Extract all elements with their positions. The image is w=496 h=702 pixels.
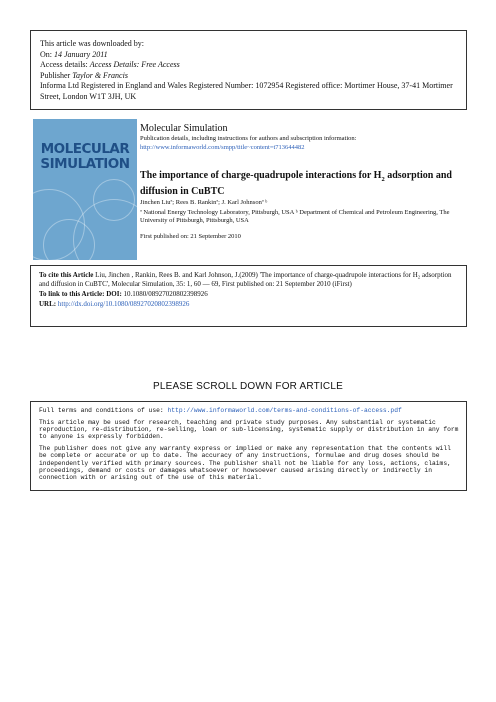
download-date: 14 January 2011 (54, 49, 108, 59)
terms-box (30, 401, 467, 491)
title-part2: adsorption and diffusion in CuBTC (140, 170, 452, 197)
terms-line (39, 407, 459, 414)
registered-office: Informa Ltd Registered in England and Wales Registered Number: 1072954 Registered office: Mortimer House, 37-41 Mortimer Street, London W1T 3JH, UK (40, 81, 453, 101)
terms-paragraph-1: This article may be used for research, teaching and private study purposes. Any substantial or systematic reproduction, re-distribution, re-selling, loan or sub-licensing, systematic supply or distribution in any form to anyone is expressly forbidden. (39, 419, 459, 441)
link-label: To link to this Article: DOI: (39, 290, 122, 299)
access-value: Access Details: Free Access (89, 60, 180, 70)
access-label: Access details: (40, 60, 88, 70)
doi-line (39, 290, 458, 299)
article-info (140, 123, 465, 241)
publisher-label: Publisher (40, 70, 71, 80)
publication-url-link[interactable]: http://www.informaworld.com/smpp/title~content=t713644482 (140, 143, 305, 151)
journal-name: Molecular Simulation (140, 123, 228, 134)
publisher-line (40, 71, 458, 82)
affiliations: ª National Energy Technology Laboratory, Pittsburgh, USA ᵇ Department of Chemical and Petroleum Engineering, The University of Pittsburgh, Pittsburgh, USA (140, 208, 450, 224)
publisher-value: Taylor & Francis (72, 70, 128, 80)
cite-label: To cite this Article (39, 271, 94, 279)
cover-title-line2: SIMULATION (40, 156, 130, 172)
access-details-line (40, 60, 458, 71)
first-published: First published on: 21 September 2010 (140, 232, 241, 240)
cite-paragraph (39, 271, 458, 288)
doi-value: 10.1080/08927020802398926 (123, 290, 208, 299)
url-label: URL: (39, 299, 57, 308)
url-line (39, 300, 458, 309)
authors: Jinchen Liuª; Rees B. Rankinª; J. Karl Johnsonª ᵇ (140, 199, 268, 206)
title-subscript: 2 (381, 176, 385, 183)
citation-box (30, 265, 467, 327)
scroll-notice: PLEASE SCROLL DOWN FOR ARTICLE (153, 381, 343, 392)
on-label: On: (40, 49, 52, 59)
journal-cover-image (33, 119, 137, 260)
download-notice-box (30, 30, 467, 110)
title-part1: The importance of charge-quadrupole interactions for H (140, 170, 382, 181)
cite-text: Liu, Jinchen , Rankin, Rees B. and Karl Johnson, J.(2009) 'The importance of charge-quadrupole interactions for H₂ adsorption and diffusion in CuBTC', Molecular Simulation, 35: 1, 60 — 69, First published on: 21 September 2010 (iFirst) (39, 271, 452, 288)
publication-details: Publication details, including instructions for authors and subscription information: (140, 135, 357, 142)
cover-title-line1: MOLECULAR (40, 141, 130, 157)
doi-url-link[interactable]: http://dx.doi.org/10.1080/08927020802398926 (57, 299, 190, 308)
terms-paragraph-2: The publisher does not give any warranty express or implied or make any representation that the contents will be complete or accurate or up to date. The accuracy of any instructions, formulae and drug doses should be independently verified with primary sources. The publisher shall not be liable for any loss, actions, claims, proceedings, demand or costs or damages whatsoever or howsoever caused arising directly or indirectly in connection with or arising out of the use of this material. (39, 445, 451, 481)
terms-url-link[interactable]: http://www.informaworld.com/terms-and-conditions-of-access.pdf (167, 407, 402, 414)
terms-label: Full terms and conditions of use: (39, 407, 164, 414)
download-line: This article was downloaded by: (40, 39, 144, 48)
article-title (140, 170, 465, 198)
download-date-line (40, 50, 458, 61)
